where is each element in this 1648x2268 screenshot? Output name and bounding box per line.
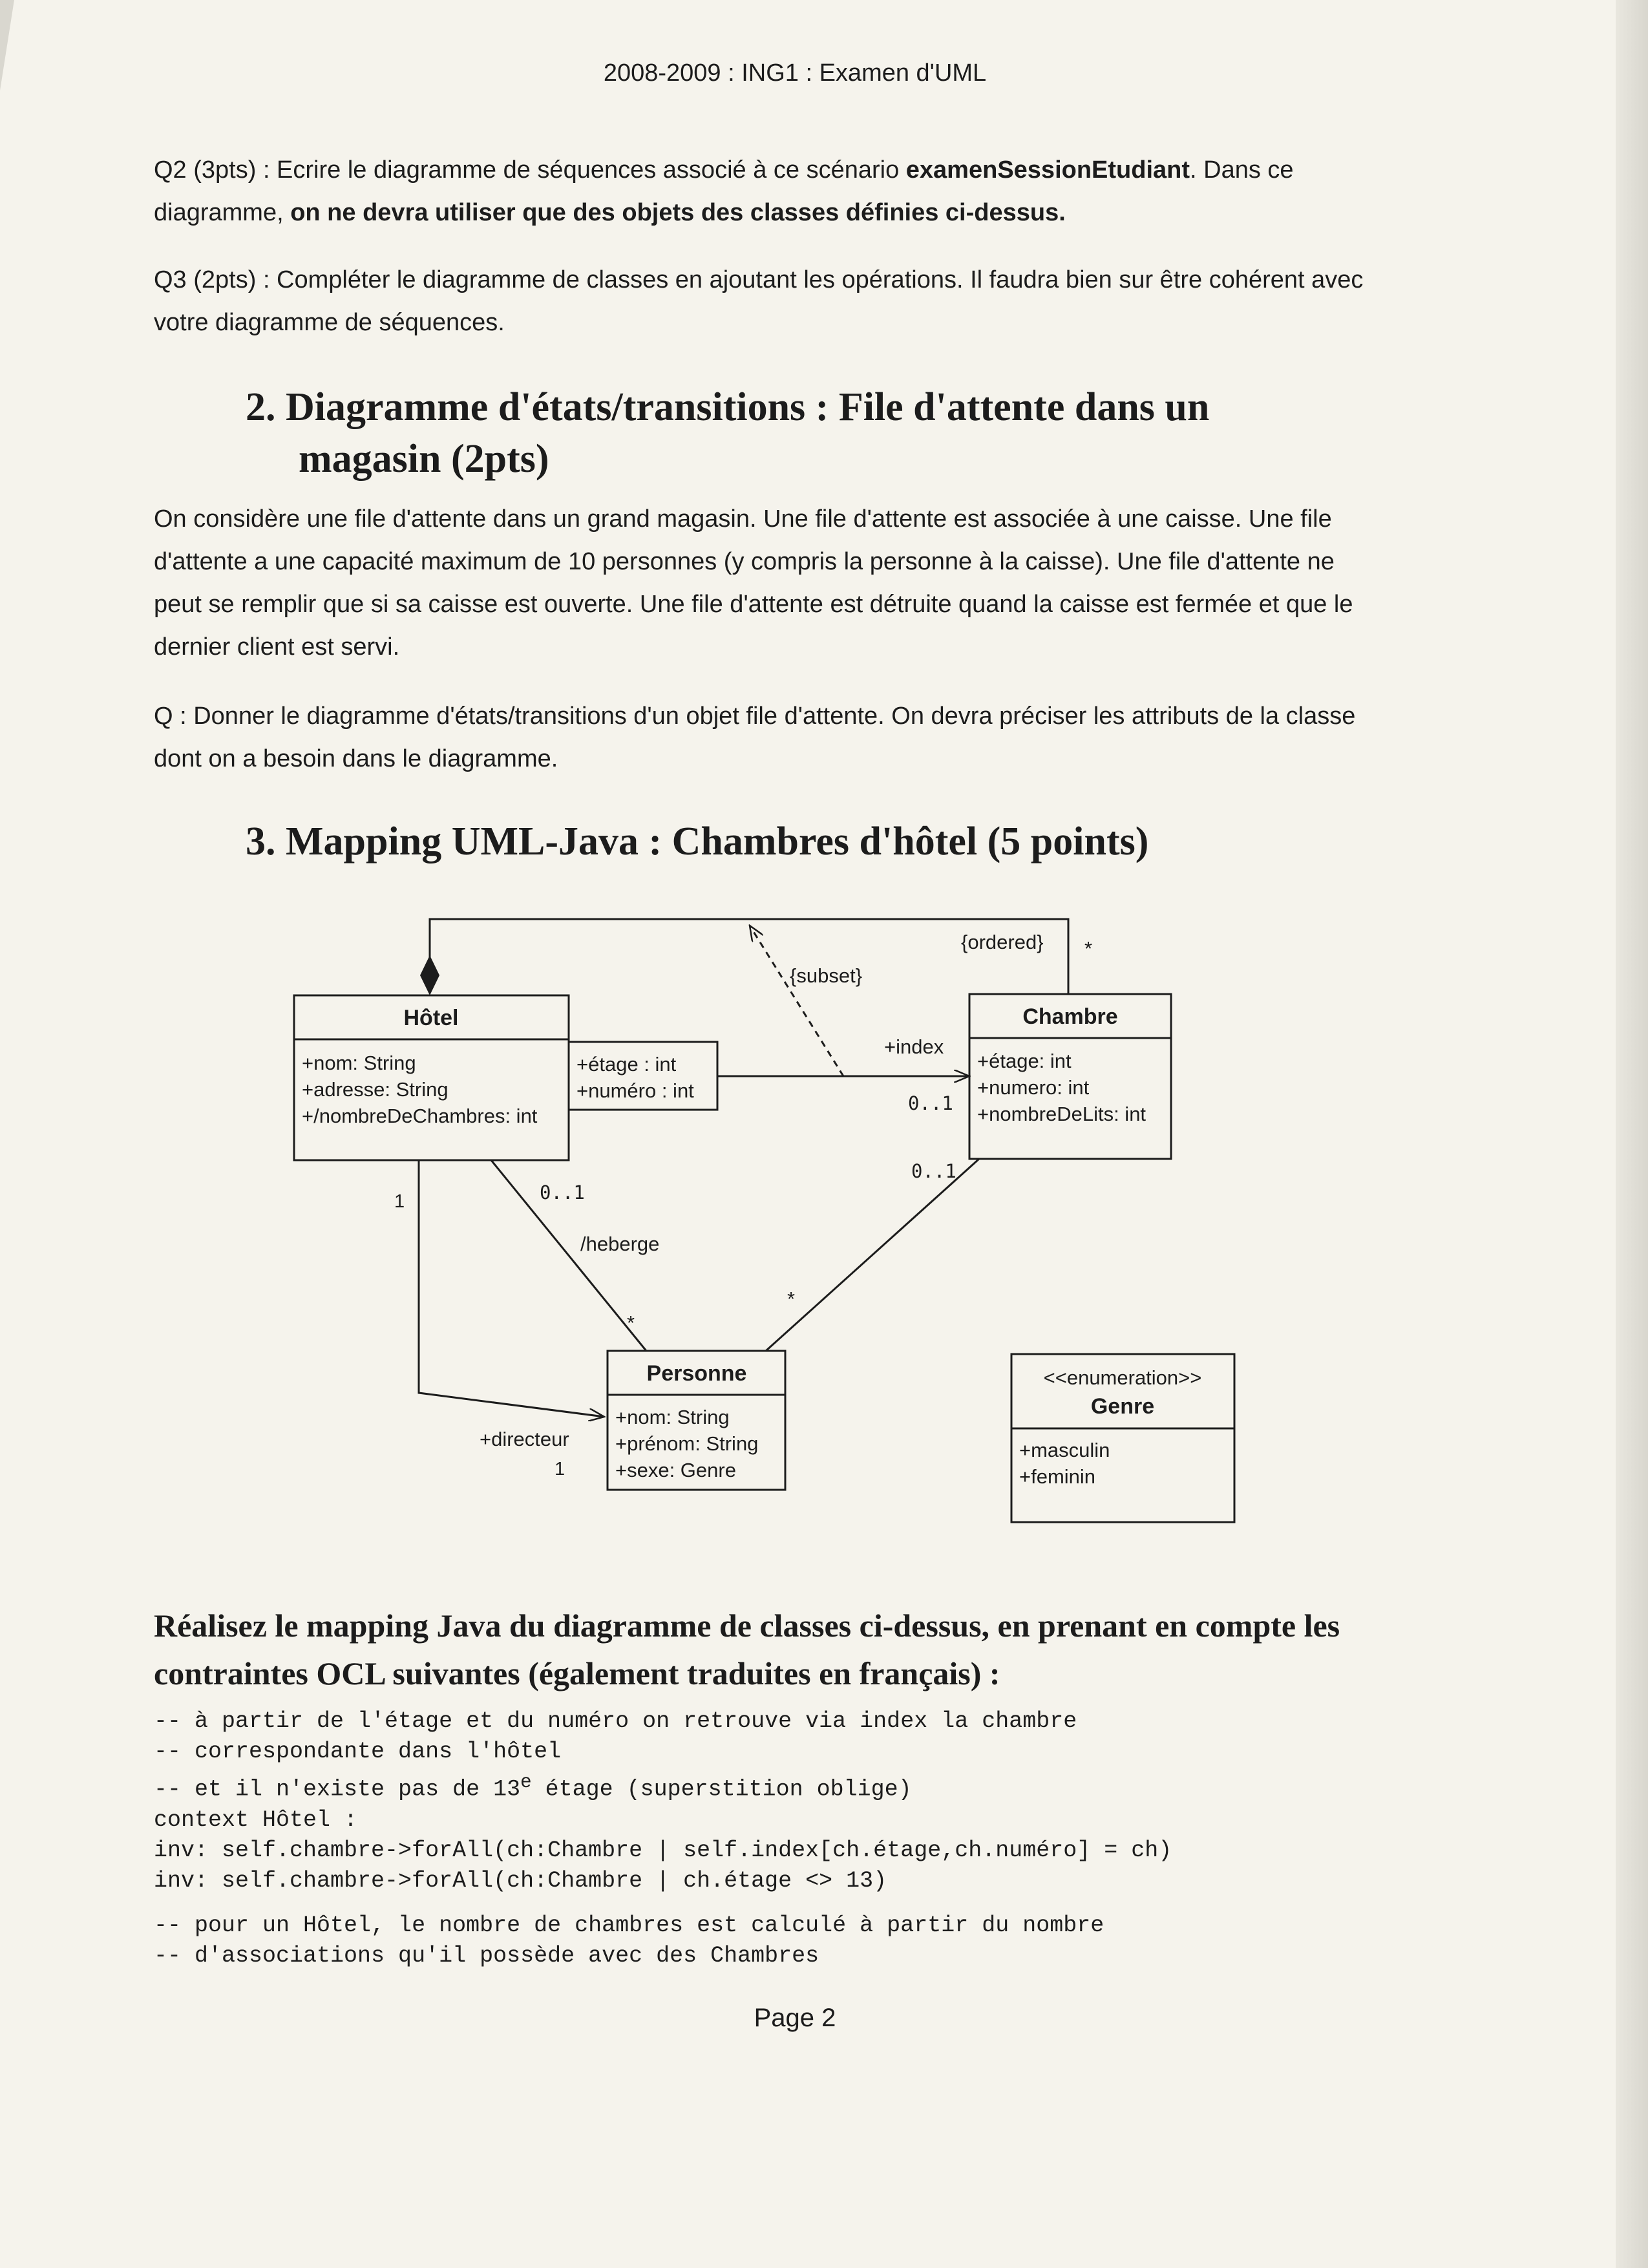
ocl-line: -- correspondante dans l'hôtel: [154, 1739, 562, 1765]
personne-attr: +prénom: String: [615, 1432, 759, 1455]
section2-title: [246, 381, 1409, 485]
index-multiplicity: 0..1: [908, 1092, 953, 1114]
ocl-line: context Hôtel :: [154, 1807, 358, 1833]
ocl-line: -- pour un Hôtel, le nombre de chambres est calculé à partir du nombre: [154, 1912, 1104, 1938]
ocl-line-sup: e: [520, 1772, 532, 1793]
chambre-class-name: Chambre: [1022, 1004, 1118, 1029]
hotel-attr: +nom: String: [302, 1052, 416, 1074]
index-label: +index: [884, 1035, 944, 1058]
ocl-line-prefix: -- et il n'existe pas de 13: [154, 1776, 521, 1803]
ocl-line: inv: self.chambre->forAll(ch:Chambre | ch.étage <> 13): [154, 1867, 887, 1894]
ocl-line: -- à partir de l'étage et du numéro on retrouve via index la chambre: [154, 1708, 1077, 1734]
q2-label: Q2 (3pts) : Ecrire le diagramme de séquences associé à ce scénario: [154, 156, 906, 184]
ordered-multiplicity: *: [1084, 937, 1093, 960]
ocl-line: inv: self.chambre->forAll(ch:Chambre | self.index[ch.étage,ch.numéro] = ch): [154, 1837, 1172, 1863]
section2-title-line2: magasin (2pts): [299, 437, 549, 481]
q2-after: . Dans ce diagramme,: [154, 156, 1294, 226]
section2-title-line1: 2. Diagramme d'états/transitions : File d'attente dans un: [246, 385, 1210, 429]
section3-title: 3. Mapping UML-Java : Chambres d'hôtel (5 points): [246, 820, 1149, 864]
personne-attr: +sexe: Genre: [615, 1459, 736, 1481]
genre-class-name: Genre: [1090, 1394, 1155, 1419]
qualifier-attr: +étage : int: [576, 1053, 677, 1076]
chambre-personne-association: [766, 1159, 979, 1351]
chambre-attr: +numero: int: [977, 1076, 1090, 1099]
q2-emphasis: on ne devra utiliser que des objets des classes définies ci-dessus.: [290, 199, 1066, 226]
mapping-instruction: Réalisez le mapping Java du diagramme de classes ci-dessus, en prenant en compte les contraintes OCL suivantes (également traduites en français) :: [154, 1607, 1340, 1691]
qualifier-attr: +numéro : int: [576, 1079, 694, 1102]
directeur-multiplicity: 1: [555, 1459, 565, 1479]
genre-literal: +masculin: [1019, 1439, 1110, 1461]
hotel-attr: +adresse: String: [302, 1078, 449, 1101]
subset-label: {subset}: [790, 964, 863, 987]
personne-multiplicity: *: [787, 1288, 796, 1310]
heberge-multiplicity: *: [627, 1311, 635, 1334]
genre-literal: +feminin: [1019, 1465, 1096, 1488]
ocl-line-suffix: étage (superstition oblige): [531, 1776, 912, 1803]
personne-class-name: Personne: [646, 1361, 747, 1386]
hotel-class-name: Hôtel: [403, 1006, 459, 1030]
q2-scenario: examenSessionEtudiant: [905, 156, 1190, 184]
subset-dependency: [750, 926, 843, 1076]
section2-paragraph: On considère une file d'attente dans un grand magasin. Une file d'attente est associée à une caisse. Une file d'attente a une capacité maximum de 10 personnes (y compris la personne à la caisse). Une file d'attente ne peut se remplir que si sa caisse est ouverte. Une file d'attente est détruite quand la caisse est fermée et que le dernier client est servi.: [154, 505, 1353, 661]
class-diagram: [0, 892, 1648, 1571]
hotel-attr: +/nombreDeChambres: int: [302, 1105, 538, 1127]
ordered-label: {ordered}: [961, 931, 1044, 953]
chambre-multiplicity: 0..1: [911, 1160, 956, 1182]
directeur-label: +directeur: [480, 1428, 569, 1450]
genre-stereotype: <<enumeration>>: [1043, 1366, 1202, 1389]
hotel-one-multiplicity: 1: [394, 1191, 405, 1212]
ocl-line: -- d'associations qu'il possède avec des Chambres: [154, 1942, 819, 1969]
page-header: 2008-2009 : ING1 : Examen d'UML: [603, 59, 987, 87]
chambre-attr: +nombreDeLits: int: [977, 1103, 1146, 1125]
page-number: Page 2: [754, 2004, 836, 2032]
composition-diamond-icon: [420, 955, 439, 995]
section2-question: Q : Donner le diagramme d'états/transitions d'un objet file d'attente. On devra préciser les attributs de la classe dont on a besoin dans le diagramme.: [154, 703, 1356, 772]
chambre-attr: +étage: int: [977, 1050, 1072, 1072]
question-q3: Q3 (2pts) : Compléter le diagramme de classes en ajoutant les opérations. Il faudra bien sur être cohérent avec votre diagramme de séquences.: [154, 266, 1364, 336]
heberge-hotel-multiplicity: 0..1: [540, 1182, 585, 1203]
question-q2: [154, 149, 1369, 234]
personne-attr: +nom: String: [615, 1406, 730, 1428]
ocl-constraints: [154, 1706, 1446, 1971]
heberge-label: /heberge: [580, 1233, 660, 1255]
